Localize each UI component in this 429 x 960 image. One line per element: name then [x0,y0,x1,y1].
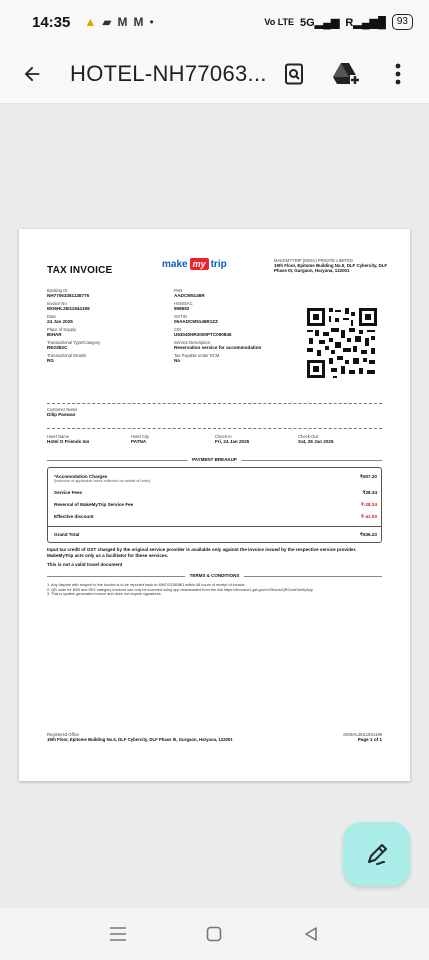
field-label: Hotel Name [47,434,70,439]
field-pan [174,288,299,301]
signal-icon: R▂▄▆█ [345,16,386,29]
footer-invoice-no: MO6HL25I11944199 [343,732,382,737]
page-number: Page 1 of 1 [357,737,382,742]
status-bar [0,0,429,44]
charge-amount: ₹607.20 [360,474,377,479]
field-invoice-no [47,301,167,314]
invoice-page [19,229,410,781]
field-value: Fri, 24 Jan 2025 [215,439,250,444]
app-bar [0,44,429,104]
terms-heading [47,573,382,579]
field-value: PATNA [131,439,147,444]
field-transaction-type [47,340,167,353]
document-title: HOTEL-NH77063... [70,60,267,86]
status-right [264,14,413,30]
left-fields [47,288,167,366]
field-label: Tax Payable under RCM [174,353,220,358]
customer-name: Dilip Paswan [47,412,76,417]
service-fees-row [54,490,377,495]
terms-label: TERMS & CONDITIONS [185,573,245,578]
field-value: 06AADCM5146R1ZZ [174,319,218,324]
field-value: Sat, 25 Jan 2025 [298,439,334,444]
field-service-description [174,340,299,353]
divider [47,428,382,429]
field-value: Reservation service for accommodation [174,345,262,350]
gst-note: Input tax credit of GST charged by the original service provider is available only against the invoice issued by the respective service provider. MakeMyTrip acts only as a facilitator for these services. [47,547,357,558]
more-vert-icon [395,63,401,85]
dot-icon: • [149,15,154,29]
field-value: AADCM5146R [174,293,205,298]
invoice-title: TAX INVOICE [47,265,113,276]
charge-amount: ₹-28.34 [361,502,377,507]
arrow-back-icon [21,63,43,85]
edit-pen-icon [364,841,390,867]
edit-fab-button[interactable] [343,822,410,886]
field-value: Hotel O Friends Inn [47,439,90,444]
page-info [319,732,382,743]
field-label: CIN [174,327,182,332]
company-address: 19th Floor, Epitome Building No.5, DLF Cybercity, DLF Phase III, Gurgaon, Haryana, 122001 [274,263,388,274]
volte-icon: Vo LTE [264,17,295,27]
search-document-button[interactable] [275,55,313,93]
field-label: PAN [174,288,183,293]
add-to-drive-icon [332,61,360,87]
field-label: Booking ID [47,288,68,293]
field-label: Service Description [174,340,211,345]
mid-fields [174,288,299,366]
checkout-field [298,434,382,445]
gmail-icon: M [117,15,128,29]
gmail-icon: M [133,15,144,29]
reversal-row [54,502,377,507]
logo-text-make: make [162,258,188,270]
back-triangle-icon [303,926,319,942]
divider [48,526,381,527]
alert-icon: ▲ [84,15,97,29]
field-label: Date [47,314,56,319]
registered-address: 19th Floor, Epitome Building No.5, DLF Cybercity, DLF Phase III, Gurgaon, Haryana, 122001 [47,737,233,742]
divider [47,403,382,404]
field-label: Check-Out [298,434,319,439]
home-square-icon [206,926,222,942]
logo-text-my: my [190,258,209,270]
notification-icons [84,15,153,29]
field-label: Transactional Type/Category [47,340,101,345]
qr-code-icon [305,306,379,380]
menu-icon [109,926,127,942]
travel-document-note: This is not a valid travel document [47,562,123,567]
grand-total-row [54,532,377,537]
registered-office [47,732,317,743]
logo-text-trip: trip [210,258,227,270]
more-options-button[interactable] [379,55,417,93]
company-name: MAKEMYTRIP (INDIA) PRIVATE LIMITED [274,258,353,263]
field-value: BIHAR [47,332,62,337]
field-transaction-details [47,353,167,366]
term-item: 2. QR code for B2B and SEZ category invoices can only be scanned using app downloaded from the link https://einvoice1.gst.gov.in/Others/QRCodeVerifyApp [47,587,313,592]
field-cin [174,327,299,340]
field-label: HSN/SAC [174,301,193,306]
grand-total-label: Grand Total [54,532,80,537]
field-value: RG [47,358,54,363]
field-label: Check-in [215,434,232,439]
charge-amount: ₹-41.00 [361,514,377,519]
term-item: 3. This is system generated invoice and does not require signatures. [47,592,162,597]
field-hsn [174,301,299,314]
field-value: MO6HL25I11944199 [47,306,90,311]
field-value: 998552 [174,306,190,311]
company-block [274,258,394,274]
checkin-field [215,434,295,445]
charge-label: Reversal of MakeMyTrip Service Fee [54,502,134,507]
add-to-drive-button[interactable] [327,55,365,93]
field-value: 24 Jan 2025 [47,319,73,324]
field-label: Place of Supply [47,327,77,332]
grand-total-amount: ₹636.23 [360,532,377,537]
signal-icon: 5G▂▄▆ [300,16,340,29]
pdf-viewer[interactable] [0,105,429,908]
charge-sublabel: (Inclusive of applicable taxes collected on behalf of hotel) [54,479,151,483]
charge-amount: ₹28.34 [362,490,377,495]
payment-breakup-label: PAYMENT BREAKUP [187,457,242,462]
field-label: Transactional Details [47,353,86,358]
charges-box [47,467,382,543]
field-gstin [174,314,299,327]
field-booking-id [47,288,167,301]
charge-label: *Accomodation Charges [54,474,108,479]
field-value: U63040HR2000PTC090846 [174,332,232,337]
field-rcm [174,353,299,366]
terms-list [47,583,382,597]
charge-label: Effective discount [54,514,94,519]
term-item: 1. Any dispute with respect to the invoice is to be reported back to MMT/GOIBIBO within 48 hours of receipt of invoice. [47,583,246,587]
car-icon: ▰ [102,15,112,29]
payment-breakup-heading [47,457,382,463]
field-value: NH7706338113877​6 [47,293,90,298]
field-label: Invoice No [47,301,67,306]
registered-label: Registered Office [47,732,80,737]
accommodation-charges-row [54,474,377,483]
field-place-of-supply [47,327,167,340]
back-button[interactable] [12,54,52,94]
recent-apps-button[interactable] [99,915,137,953]
makemytrip-logo [162,258,227,270]
discount-row [54,514,377,519]
appbar-actions [275,55,417,93]
status-time: 14:35 [32,13,71,31]
field-date [47,314,167,327]
charge-label: Service Fees [54,490,83,495]
home-button[interactable] [195,915,233,953]
customer-label: Customer Name [47,407,78,412]
hotel-city-field [131,434,201,445]
search-document-icon [282,62,306,86]
battery-icon: 93 [392,14,413,30]
nav-back-button[interactable] [292,915,330,953]
field-label: Hotel City [131,434,150,439]
field-value: No [174,358,181,363]
field-label: GSTIN [174,314,187,319]
customer-block [47,407,77,418]
system-nav-bar [0,908,429,960]
field-value: REG/B2C [47,345,68,350]
